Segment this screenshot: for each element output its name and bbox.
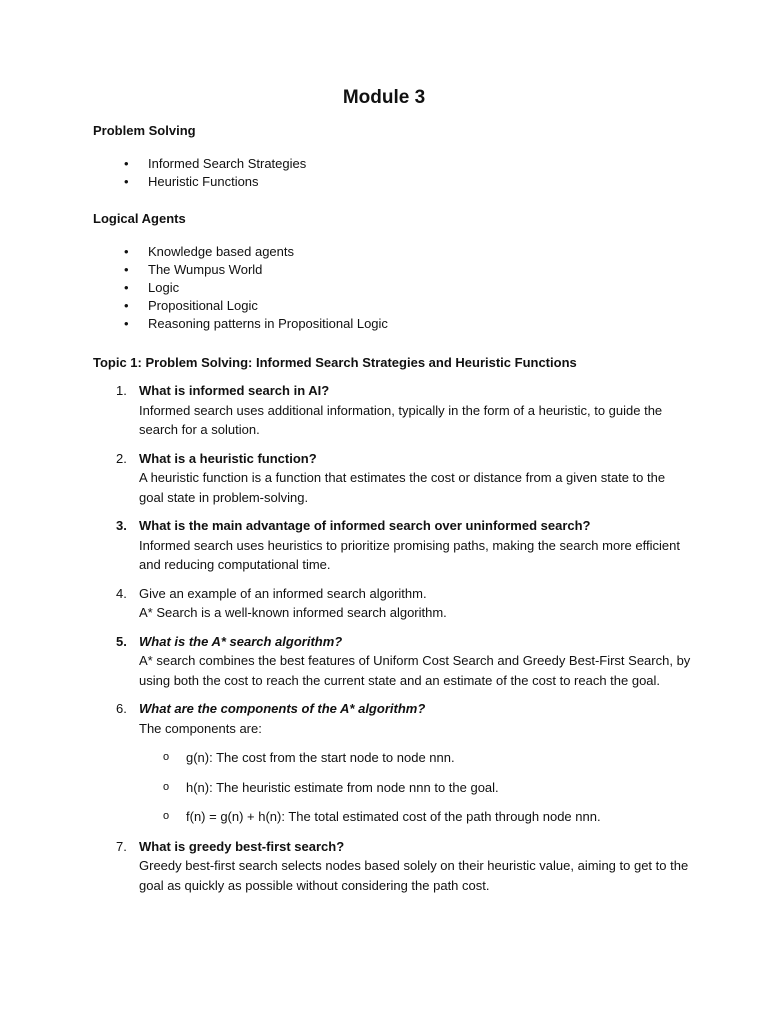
item-number: 5. [116, 633, 127, 649]
bullet-icon: • [124, 174, 129, 189]
question-text: What is the A* search algorithm? [139, 633, 343, 649]
list-item: • Heuristic Functions [124, 174, 259, 189]
item-number: 4. [116, 585, 127, 601]
answer-text: Informed search uses heuristics to prioritize promising paths, making the search more efficient and reducing computational time. [139, 537, 680, 572]
logical-agents-list [124, 243, 388, 333]
answer-text: A* Search is a well-known informed search algorithm. [139, 605, 447, 620]
sub-list-item: o h(n): The heuristic estimate from node nnn to the goal. [139, 778, 693, 798]
item-number: 2. [116, 450, 127, 466]
list-item: • Informed Search Strategies [124, 156, 307, 171]
problem-solving-list [124, 155, 306, 191]
bullet-icon: • [124, 244, 129, 259]
circle-bullet-icon: o [163, 780, 170, 793]
circle-bullet-icon: o [163, 810, 170, 822]
qa-list [93, 381, 693, 904]
question-text: What is the main advantage of informed search over uninformed search? [139, 518, 591, 533]
answer-text: Informed search uses additional information, typically in the form of a heuristic, to guide the search for a solution. [139, 402, 663, 437]
item-number: 6. [116, 701, 127, 716]
qa-item [93, 516, 693, 575]
page-title: Module 3 [342, 87, 426, 108]
qa-item [93, 584, 693, 623]
answer-text: A* search combines the best features of Uniform Cost Search and Greedy Best-First Search, by using both the cost to reach the current state and an estimate of the cost to reach the goal. [139, 653, 691, 688]
answer-text: Greedy best-first search selects nodes based solely on their heuristic value, aiming to get to the goal as quickly as possible without considering the path cost. [139, 858, 689, 893]
list-item: • Reasoning patterns in Propositional Logic [124, 316, 388, 331]
topic-heading: Topic 1: Problem Solving: Informed Search Strategies and Heuristic Functions [93, 355, 577, 370]
question-text: What is a heuristic function? [139, 450, 317, 466]
answer-text: A heuristic function is a function that estimates the cost or distance from a given state to the goal state in problem-solving. [139, 470, 666, 505]
qa-item [93, 381, 693, 440]
bullet-icon: • [124, 298, 129, 313]
list-item: • Propositional Logic [124, 298, 258, 313]
qa-item [93, 632, 693, 691]
item-number: 1. [116, 383, 127, 398]
bullet-icon: • [124, 156, 129, 171]
bullet-icon: • [124, 262, 129, 277]
question-text: What is greedy best-first search? [139, 838, 345, 854]
components-sublist [139, 748, 693, 827]
question-text: What is informed search in AI? [139, 383, 330, 398]
question-text: What are the components of the A* algorithm? [139, 701, 426, 716]
sub-list-item: o f(n) = g(n) + h(n): The total estimated cost of the path through node nnn. [139, 807, 693, 827]
qa-item [93, 699, 693, 827]
bullet-icon: • [124, 280, 129, 295]
list-item: • Logic [124, 280, 180, 295]
list-item: • Knowledge based agents [124, 244, 295, 259]
question-text: Give an example of an informed search algorithm. [139, 585, 427, 601]
section-heading-logical-agents: Logical Agents [93, 211, 186, 226]
list-item: • The Wumpus World [124, 262, 263, 277]
item-number: 3. [116, 518, 127, 533]
answer-text: The components are: [139, 720, 262, 736]
section-heading-problem-solving: Problem Solving [93, 123, 196, 138]
bullet-icon: • [124, 316, 129, 331]
item-number: 7. [116, 838, 127, 854]
qa-item [93, 449, 693, 508]
qa-item [93, 837, 693, 896]
sub-list-item: o g(n): The cost from the start node to node nnn. [139, 748, 693, 768]
circle-bullet-icon: o [163, 751, 170, 763]
